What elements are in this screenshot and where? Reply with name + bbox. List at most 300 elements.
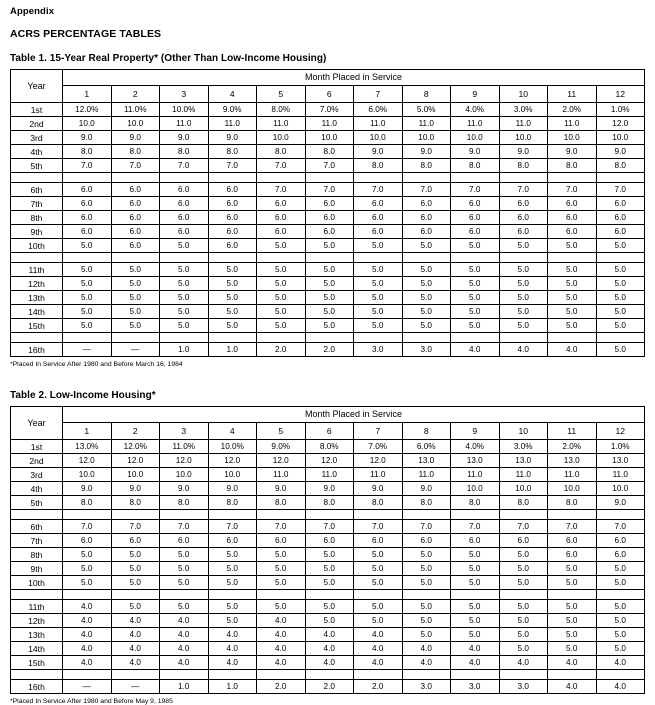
table-row <box>11 614 645 628</box>
table-cell: 5.0 <box>402 614 451 628</box>
gap-cell <box>160 670 209 680</box>
table-cell: 6.0 <box>451 534 500 548</box>
table-cell: 8.0 <box>208 145 257 159</box>
table-cell: 4.0 <box>63 628 112 642</box>
row-year-label: 5th <box>11 496 63 510</box>
table2-body <box>11 440 645 694</box>
table-cell: 7.0 <box>111 159 160 173</box>
table-cell: 4.0 <box>451 343 500 357</box>
table-cell: 5.0 <box>451 576 500 590</box>
gap-cell <box>451 510 500 520</box>
table-cell: 12.0 <box>305 454 354 468</box>
table-cell: 2.0% <box>548 103 597 117</box>
table-cell: 5.0 <box>451 291 500 305</box>
column-header: 7 <box>354 422 403 439</box>
table-cell: 5.0 <box>596 319 645 333</box>
table-cell: 10.0 <box>596 482 645 496</box>
gap-cell <box>63 173 112 183</box>
gap-cell <box>499 590 548 600</box>
table-cell: 5.0 <box>596 628 645 642</box>
table-cell: 7.0 <box>160 159 209 173</box>
table-cell: 7.0 <box>596 520 645 534</box>
table-cell: 5.0 <box>354 305 403 319</box>
table-cell: 6.0 <box>596 211 645 225</box>
table-cell: 7.0 <box>111 520 160 534</box>
table-cell: 5.0 <box>499 263 548 277</box>
gap-cell <box>11 173 63 183</box>
table-cell: 11.0 <box>499 468 548 482</box>
table-row <box>11 656 645 670</box>
table-cell: 5.0 <box>596 600 645 614</box>
gap-cell <box>548 670 597 680</box>
table-cell: 6.0 <box>451 197 500 211</box>
table-cell: 9.0% <box>208 103 257 117</box>
table-cell: 3.0 <box>354 343 403 357</box>
table-cell: 5.0 <box>160 263 209 277</box>
table-cell: 5.0 <box>160 576 209 590</box>
column-header: 5 <box>257 422 306 439</box>
table-cell: 5.0 <box>305 548 354 562</box>
table-cell: 5.0 <box>257 291 306 305</box>
table-cell: — <box>63 343 112 357</box>
table-cell: 12.0 <box>160 454 209 468</box>
table-cell: 6.0 <box>402 225 451 239</box>
table-cell: 6.0 <box>111 239 160 253</box>
table-cell: 9.0 <box>208 131 257 145</box>
table-cell: 6.0 <box>548 197 597 211</box>
table-cell: 6.0 <box>596 197 645 211</box>
table-cell: 5.0 <box>499 600 548 614</box>
table-cell: 7.0 <box>499 183 548 197</box>
column-header: 11 <box>548 85 597 102</box>
table-cell: 5.0 <box>548 614 597 628</box>
row-gap <box>11 253 645 263</box>
gap-cell <box>63 670 112 680</box>
appendix-label: Appendix <box>10 6 55 17</box>
table-cell: 1.0 <box>160 680 209 694</box>
table-cell: 10.0% <box>160 103 209 117</box>
gap-cell <box>63 253 112 263</box>
table-row <box>11 576 645 590</box>
table-cell: 6.0 <box>548 211 597 225</box>
table-cell: 6.0 <box>208 183 257 197</box>
table-cell: 5.0 <box>160 319 209 333</box>
table-row <box>11 305 645 319</box>
table-row <box>11 277 645 291</box>
gap-cell <box>305 333 354 343</box>
table-cell: 9.0 <box>499 145 548 159</box>
table-cell: 5.0 <box>257 562 306 576</box>
column-header: 1 <box>63 422 112 439</box>
table-cell: 5.0 <box>596 576 645 590</box>
table-cell: 9.0% <box>257 440 306 454</box>
table-cell: 6.0 <box>208 534 257 548</box>
row-year-label: 11th <box>11 263 63 277</box>
table2 <box>10 406 645 694</box>
table-cell: 4.0 <box>111 628 160 642</box>
gap-cell <box>402 510 451 520</box>
row-gap <box>11 333 645 343</box>
table-cell: 8.0% <box>305 440 354 454</box>
table-cell: 4.0 <box>402 642 451 656</box>
table-cell: 9.0 <box>208 482 257 496</box>
gap-cell <box>111 590 160 600</box>
table-cell: 6.0 <box>160 534 209 548</box>
gap-cell <box>354 173 403 183</box>
table-cell: 3.0% <box>499 103 548 117</box>
table-cell: 11.0% <box>111 103 160 117</box>
table-cell: 5.0% <box>402 103 451 117</box>
table-cell: 5.0 <box>257 277 306 291</box>
table-cell: 5.0 <box>596 277 645 291</box>
table-cell: 13.0 <box>499 454 548 468</box>
table-cell: 13.0 <box>451 454 500 468</box>
table-cell: 5.0 <box>354 291 403 305</box>
gap-cell <box>499 333 548 343</box>
table-colnum-row <box>11 422 645 439</box>
table-cell: 12.0 <box>63 454 112 468</box>
row-year-label: 12th <box>11 277 63 291</box>
table-cell: 6.0 <box>354 534 403 548</box>
row-year-label: 13th <box>11 291 63 305</box>
table-cell: 8.0 <box>451 159 500 173</box>
table-cell: 6.0 <box>402 211 451 225</box>
table-row <box>11 454 645 468</box>
table-cell: 1.0% <box>596 103 645 117</box>
table-cell: 8.0 <box>111 496 160 510</box>
table-cell: 8.0 <box>208 496 257 510</box>
table-cell: 6.0 <box>257 197 306 211</box>
column-header: 7 <box>354 85 403 102</box>
table-cell: 6.0 <box>354 225 403 239</box>
table-cell: 8.0 <box>63 496 112 510</box>
table-cell: 5.0 <box>305 576 354 590</box>
table-cell: 4.0 <box>63 614 112 628</box>
row-year-label: 5th <box>11 159 63 173</box>
table-cell: 5.0 <box>63 305 112 319</box>
table-cell: 5.0 <box>451 305 500 319</box>
table-cell: 5.0 <box>451 614 500 628</box>
table-cell: 4.0 <box>111 614 160 628</box>
gap-cell <box>11 590 63 600</box>
gap-cell <box>402 670 451 680</box>
table-cell: 7.0 <box>596 183 645 197</box>
gap-cell <box>596 510 645 520</box>
table-cell: 3.0% <box>499 440 548 454</box>
table-cell: 5.0 <box>499 319 548 333</box>
table-cell: 5.0 <box>208 562 257 576</box>
table-row <box>11 103 645 117</box>
row-year-label: 11th <box>11 600 63 614</box>
table-cell: 5.0 <box>499 642 548 656</box>
table-cell: 13.0% <box>63 440 112 454</box>
table-cell: 8.0 <box>402 496 451 510</box>
gap-cell <box>499 670 548 680</box>
gap-cell <box>257 670 306 680</box>
table-cell: 6.0 <box>111 197 160 211</box>
table-cell: 5.0 <box>402 600 451 614</box>
table-cell: 8.0 <box>402 159 451 173</box>
table-cell: 5.0 <box>305 263 354 277</box>
table-cell: 7.0 <box>548 520 597 534</box>
table-cell: 5.0 <box>160 548 209 562</box>
row-gap <box>11 173 645 183</box>
table-cell: 13.0 <box>596 454 645 468</box>
table-cell: 12.0% <box>63 103 112 117</box>
column-header: 1 <box>63 85 112 102</box>
table-cell: 5.0 <box>402 548 451 562</box>
table-cell: 3.0 <box>402 343 451 357</box>
month-header: Month Placed in Service <box>63 407 645 423</box>
table-cell: 11.0 <box>548 468 597 482</box>
table-cell: 4.0 <box>63 600 112 614</box>
table-cell: 8.0 <box>160 145 209 159</box>
table-cell: 2.0 <box>354 680 403 694</box>
table-cell: 5.0 <box>160 291 209 305</box>
table-cell: 5.0 <box>111 548 160 562</box>
gap-cell <box>257 590 306 600</box>
table-cell: 8.0 <box>111 145 160 159</box>
table-cell: 11.0 <box>354 117 403 131</box>
table2-footnote: *Placed In Service After 1980 and Before May 9, 1985 <box>10 698 173 705</box>
table-cell: 9.0 <box>354 145 403 159</box>
table-row <box>11 117 645 131</box>
table-cell: 5.0 <box>305 277 354 291</box>
table-cell: 8.0% <box>257 103 306 117</box>
table-cell: 4.0 <box>451 656 500 670</box>
gap-cell <box>63 333 112 343</box>
table-cell: 7.0 <box>257 183 306 197</box>
table-row <box>11 145 645 159</box>
table-cell: 5.0 <box>548 642 597 656</box>
column-header: 12 <box>596 85 645 102</box>
table-cell: 6.0 <box>63 534 112 548</box>
gap-cell <box>451 253 500 263</box>
table-cell: 5.0 <box>596 343 645 357</box>
table-cell: 4.0 <box>208 628 257 642</box>
table-cell: 6.0 <box>402 534 451 548</box>
gap-cell <box>451 173 500 183</box>
table-cell: — <box>111 343 160 357</box>
row-year-label: 8th <box>11 211 63 225</box>
table-cell: 5.0 <box>402 305 451 319</box>
table-cell: 12.0 <box>354 454 403 468</box>
table-cell: 6.0 <box>354 197 403 211</box>
table-cell: 4.0 <box>354 628 403 642</box>
table-cell: 4.0% <box>451 103 500 117</box>
table-cell: 9.0 <box>63 131 112 145</box>
table-cell: 4.0 <box>208 642 257 656</box>
year-header: Year <box>11 407 63 440</box>
table-cell: 5.0 <box>160 239 209 253</box>
gap-cell <box>257 173 306 183</box>
table-cell: 6.0 <box>208 197 257 211</box>
row-year-label: 7th <box>11 197 63 211</box>
table-cell: 6.0 <box>111 225 160 239</box>
table-cell: 5.0 <box>63 291 112 305</box>
table-cell: 6.0 <box>596 534 645 548</box>
table-cell: — <box>63 680 112 694</box>
table-cell: 4.0 <box>305 642 354 656</box>
gap-cell <box>402 253 451 263</box>
gap-cell <box>63 590 112 600</box>
gap-cell <box>305 590 354 600</box>
gap-cell <box>208 253 257 263</box>
table-cell: 5.0 <box>354 319 403 333</box>
table-cell: 5.0 <box>160 600 209 614</box>
table-cell: 5.0 <box>548 576 597 590</box>
gap-cell <box>160 510 209 520</box>
table-cell: 6.0 <box>499 211 548 225</box>
row-year-label: 2nd <box>11 454 63 468</box>
table-row <box>11 183 645 197</box>
gap-cell <box>208 590 257 600</box>
gap-cell <box>596 590 645 600</box>
table-cell: 5.0 <box>354 562 403 576</box>
row-year-label: 15th <box>11 656 63 670</box>
row-year-label: 14th <box>11 305 63 319</box>
table-cell: 5.0 <box>402 562 451 576</box>
gap-cell <box>11 333 63 343</box>
table-cell: 7.0 <box>451 520 500 534</box>
table-cell: 9.0 <box>548 145 597 159</box>
table-cell: 5.0 <box>596 263 645 277</box>
table-cell: 8.0 <box>305 145 354 159</box>
column-header: 6 <box>305 422 354 439</box>
table-cell: 5.0 <box>451 277 500 291</box>
row-year-label: 8th <box>11 548 63 562</box>
table-row <box>11 131 645 145</box>
table-cell: 5.0 <box>402 576 451 590</box>
table-colnum-row <box>11 85 645 102</box>
table-cell: 5.0 <box>596 305 645 319</box>
table-cell: 4.0 <box>548 343 597 357</box>
column-header: 3 <box>160 85 209 102</box>
table-cell: 7.0 <box>257 159 306 173</box>
row-year-label: 12th <box>11 614 63 628</box>
table-row <box>11 343 645 357</box>
table-cell: 13.0 <box>548 454 597 468</box>
table-cell: 6.0 <box>63 197 112 211</box>
table-cell: 10.0 <box>451 482 500 496</box>
table-cell: 5.0 <box>596 239 645 253</box>
table-cell: 1.0% <box>596 440 645 454</box>
column-header: 12 <box>596 422 645 439</box>
gap-cell <box>305 253 354 263</box>
gap-cell <box>499 173 548 183</box>
column-header: 5 <box>257 85 306 102</box>
table-cell: 5.0 <box>63 319 112 333</box>
table-header-row <box>11 407 645 423</box>
table-cell: 10.0 <box>111 117 160 131</box>
table-cell: 5.0 <box>499 628 548 642</box>
table-cell: 5.0 <box>63 548 112 562</box>
year-header: Year <box>11 70 63 103</box>
table-cell: 10.0 <box>257 131 306 145</box>
table-cell: 5.0 <box>402 239 451 253</box>
table-cell: 5.0 <box>257 576 306 590</box>
gap-cell <box>402 333 451 343</box>
table-cell: 9.0 <box>111 482 160 496</box>
table-cell: 11.0 <box>354 468 403 482</box>
column-header: 8 <box>402 422 451 439</box>
table-cell: 5.0 <box>208 291 257 305</box>
table-cell: 5.0 <box>596 562 645 576</box>
table-cell: 11.0 <box>451 117 500 131</box>
table-cell: 6.0 <box>305 225 354 239</box>
table-cell: 5.0 <box>111 263 160 277</box>
table-cell: 5.0 <box>305 600 354 614</box>
table-row <box>11 534 645 548</box>
table-cell: 5.0 <box>451 263 500 277</box>
column-header: 11 <box>548 422 597 439</box>
table-row <box>11 468 645 482</box>
table-row <box>11 482 645 496</box>
table-row <box>11 680 645 694</box>
table-cell: 6.0 <box>160 183 209 197</box>
table-cell: 6.0 <box>548 548 597 562</box>
table-cell: 6.0 <box>451 225 500 239</box>
row-year-label: 1st <box>11 440 63 454</box>
table-cell: 6.0 <box>548 225 597 239</box>
gap-cell <box>305 510 354 520</box>
gap-cell <box>596 670 645 680</box>
table-cell: 10.0 <box>451 131 500 145</box>
table-cell: 10.0 <box>548 131 597 145</box>
row-year-label: 10th <box>11 576 63 590</box>
table-cell: 7.0 <box>305 183 354 197</box>
table-row <box>11 319 645 333</box>
table-cell: 5.0 <box>548 239 597 253</box>
table-cell: 5.0 <box>111 305 160 319</box>
table-cell: 6.0 <box>160 211 209 225</box>
table-cell: 7.0 <box>402 183 451 197</box>
table-cell: 10.0 <box>354 131 403 145</box>
table-cell: 11.0 <box>257 468 306 482</box>
table-cell: 5.0 <box>402 277 451 291</box>
table-cell: 5.0 <box>402 319 451 333</box>
table-cell: 4.0 <box>160 642 209 656</box>
table-cell: 8.0 <box>354 496 403 510</box>
row-gap <box>11 590 645 600</box>
table-cell: 6.0% <box>354 103 403 117</box>
table-cell: 6.0 <box>208 239 257 253</box>
table-cell: 4.0 <box>354 656 403 670</box>
row-year-label: 3rd <box>11 131 63 145</box>
table-cell: 5.0 <box>305 614 354 628</box>
table-cell: 11.0 <box>305 468 354 482</box>
table-cell: 11.0 <box>257 117 306 131</box>
table-cell: 1.0 <box>208 343 257 357</box>
row-year-label: 15th <box>11 319 63 333</box>
gap-cell <box>499 253 548 263</box>
table-cell: 6.0 <box>596 548 645 562</box>
table-cell: 5.0 <box>548 600 597 614</box>
table-cell: 6.0 <box>257 534 306 548</box>
table-cell: 5.0 <box>354 614 403 628</box>
table1-title: Table 1. 15-Year Real Property* (Other Than Low-Income Housing) <box>10 53 327 64</box>
table-cell: 5.0 <box>354 239 403 253</box>
table-cell: 5.0 <box>257 548 306 562</box>
table-cell: 7.0 <box>451 183 500 197</box>
table-cell: 5.0 <box>451 239 500 253</box>
table-cell: 10.0 <box>499 482 548 496</box>
table-header-row <box>11 70 645 86</box>
table-cell: 4.0 <box>305 656 354 670</box>
table-cell: 6.0 <box>305 197 354 211</box>
table-cell: 5.0 <box>499 291 548 305</box>
row-year-label: 16th <box>11 680 63 694</box>
